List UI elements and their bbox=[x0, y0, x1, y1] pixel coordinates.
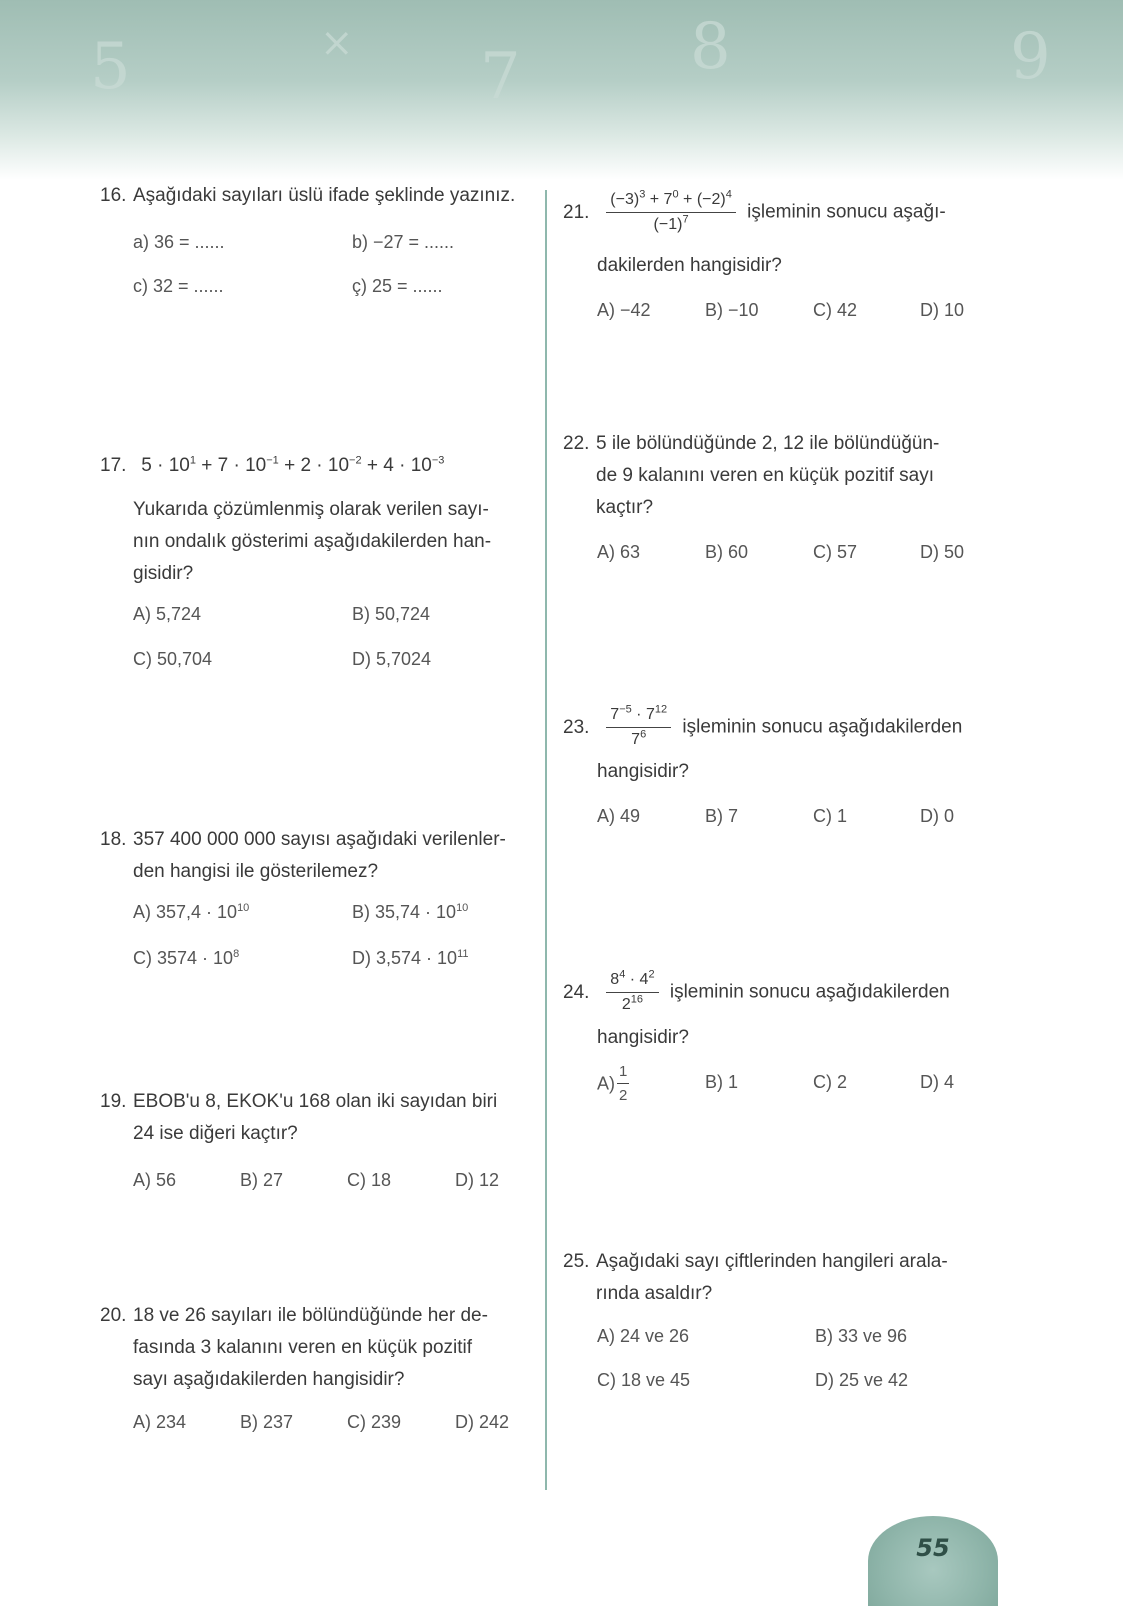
question-text: 357 400 000 000 sayısı aşağıdaki verilenler- den hangisi ile gösterilemez? bbox=[133, 829, 506, 882]
answer-option[interactable]: A) −42 bbox=[597, 300, 651, 320]
answer-option[interactable]: D) 4 bbox=[920, 1072, 955, 1092]
answer-option[interactable]: D) 5,7024 bbox=[352, 649, 432, 669]
question-text: dakilerden hangisidir? bbox=[597, 255, 782, 276]
answer-option[interactable]: D) $3,574 \cdot 10^{11}$ bbox=[352, 948, 469, 968]
question-number: 25. bbox=[563, 1251, 590, 1272]
answer-option[interactable]: D) 242 bbox=[455, 1412, 510, 1432]
answer-option[interactable]: B) 7 bbox=[705, 806, 739, 826]
column-divider bbox=[545, 190, 547, 1490]
answer-option[interactable]: C) 42 bbox=[813, 300, 858, 320]
answer-option[interactable]: C) 239 bbox=[347, 1412, 402, 1432]
question-number: 22. bbox=[563, 433, 590, 454]
question-text: 18 ve 26 sayıları ile bölündüğünde her de- fasında 3 kalanını veren en küçük pozitif sayı aşağıdakilerden hangisidir? bbox=[133, 1305, 488, 1390]
question-text: işleminin sonucu aşağıdakilerden bbox=[669, 981, 950, 1003]
answer-option[interactable]: D) 10 bbox=[920, 300, 965, 320]
question-number: 20. bbox=[100, 1305, 127, 1326]
expanded-form-expression: $5 \cdot 10^1 + 7 \cdot 10^{-1} + 2 \cdot 10^{-2} + 4 \cdot 10^{-3}$ bbox=[141, 454, 445, 476]
answer-option[interactable]: C) 18 ve 45 bbox=[597, 1370, 691, 1390]
fraction-expression: $\frac{7^{-5} \cdot 7^{12}}{7^6}$ bbox=[606, 705, 671, 750]
answer-option[interactable]: A) 234 bbox=[133, 1412, 187, 1432]
answer-option[interactable]: B) $35,74 \cdot 10^{10}$ bbox=[352, 902, 469, 922]
answer-option[interactable]: A) 63 bbox=[597, 542, 641, 562]
answer-option[interactable]: C) 1 bbox=[813, 806, 848, 826]
header-digit: 7 bbox=[480, 40, 521, 114]
answer-option[interactable]: A) 24 ve 26 bbox=[597, 1326, 690, 1346]
answer-option[interactable]: D) 25 ve 42 bbox=[815, 1370, 909, 1390]
question-23 bbox=[563, 705, 1023, 750]
header-digit: 8 bbox=[690, 10, 731, 84]
question-19 bbox=[100, 1086, 530, 1144]
question-text: 5 ile bölündüğünde 2, 12 ile bölündüğün- de 9 kalanını veren en küçük pozitif sayı kaçtır? bbox=[596, 433, 940, 518]
question-number: 23. bbox=[563, 716, 590, 738]
header-digit: 9 bbox=[1010, 20, 1051, 94]
question-21 bbox=[563, 190, 1003, 235]
question-20 bbox=[100, 1300, 530, 1390]
header-digit: 5 bbox=[90, 30, 131, 104]
answer-option[interactable]: B) 33 ve 96 bbox=[815, 1326, 908, 1346]
answer-blank: a) 36 = ...... bbox=[133, 232, 225, 252]
answer-option[interactable]: C) 50,704 bbox=[133, 649, 213, 669]
question-22 bbox=[563, 428, 1003, 518]
question-text: Yukarıda çözümlenmiş olarak verilen sayı- nın ondalık gösterimi aşağıdakilerden han- gisidir? bbox=[133, 499, 492, 584]
answer-option[interactable]: D) 50 bbox=[920, 542, 965, 562]
question-number: 18. bbox=[100, 829, 127, 850]
answer-option[interactable]: D) 0 bbox=[920, 806, 955, 826]
answer-blank: ç) 25 = ...... bbox=[352, 276, 443, 296]
question-text: işleminin sonucu aşağı- bbox=[747, 201, 946, 223]
answer-blank: c) 32 = ...... bbox=[133, 276, 224, 296]
question-number: 19. bbox=[100, 1091, 127, 1112]
answer-option[interactable]: A) 5,724 bbox=[133, 604, 202, 624]
answer-option[interactable]: A) 56 bbox=[133, 1170, 177, 1190]
answer-blank: b) −27 = ...... bbox=[352, 232, 455, 252]
question-18 bbox=[100, 824, 530, 882]
answer-option[interactable]: A) 49 bbox=[597, 806, 641, 826]
answer-option[interactable]: B) −10 bbox=[705, 300, 759, 320]
answer-option[interactable]: D) 12 bbox=[455, 1170, 500, 1190]
answer-option[interactable]: C) 18 bbox=[347, 1170, 392, 1190]
answer-option[interactable]: B) 27 bbox=[240, 1170, 284, 1190]
fraction-expression: $\frac{8^4 \cdot 4^2}{2^{16}}$ bbox=[606, 970, 658, 1015]
answer-option[interactable]: A) $357,4 \cdot 10^{10}$ bbox=[133, 902, 250, 922]
question-text: işleminin sonucu aşağıdakilerden bbox=[682, 716, 963, 738]
answer-option[interactable]: B) 60 bbox=[705, 542, 749, 562]
question-number: 24. bbox=[563, 981, 590, 1003]
answer-option[interactable]: C) 2 bbox=[813, 1072, 848, 1092]
answer-option[interactable]: C) 57 bbox=[813, 542, 858, 562]
question-text: Aşağıdaki sayıları üslü ifade şeklinde yazınız. bbox=[133, 185, 516, 206]
answer-option[interactable]: A) $\frac{1}{2}$ bbox=[597, 1063, 628, 1104]
question-text: Aşağıdaki sayı çiftlerinden hangileri arala- rında asaldır? bbox=[596, 1251, 948, 1304]
question-number: 17. bbox=[100, 455, 127, 476]
fraction-expression: $\frac{(-3)^3 + 7^0 + (-2)^4}{(-1)^7}$ bbox=[606, 190, 736, 235]
question-text: hangisidir? bbox=[597, 1027, 689, 1048]
answer-option[interactable]: B) 237 bbox=[240, 1412, 294, 1432]
page-header-banner bbox=[0, 0, 1123, 180]
question-17 bbox=[100, 450, 530, 482]
answer-option[interactable]: C) $3574 \cdot 10^8$ bbox=[133, 948, 240, 968]
question-number: 16. bbox=[100, 185, 127, 206]
page-number: 55 bbox=[916, 1534, 950, 1562]
question-25 bbox=[563, 1246, 1003, 1304]
question-24 bbox=[563, 970, 1023, 1015]
answer-option[interactable]: B) 50,724 bbox=[352, 604, 431, 624]
question-text: EBOB'u 8, EKOK'u 168 olan iki sayıdan biri 24 ise diğeri kaçtır? bbox=[133, 1091, 498, 1144]
page-number-badge bbox=[868, 1516, 998, 1606]
question-text: hangisidir? bbox=[597, 761, 689, 782]
answer-option[interactable]: B) 1 bbox=[705, 1072, 739, 1092]
header-digit: × bbox=[320, 20, 354, 66]
question-number: 21. bbox=[563, 201, 590, 223]
